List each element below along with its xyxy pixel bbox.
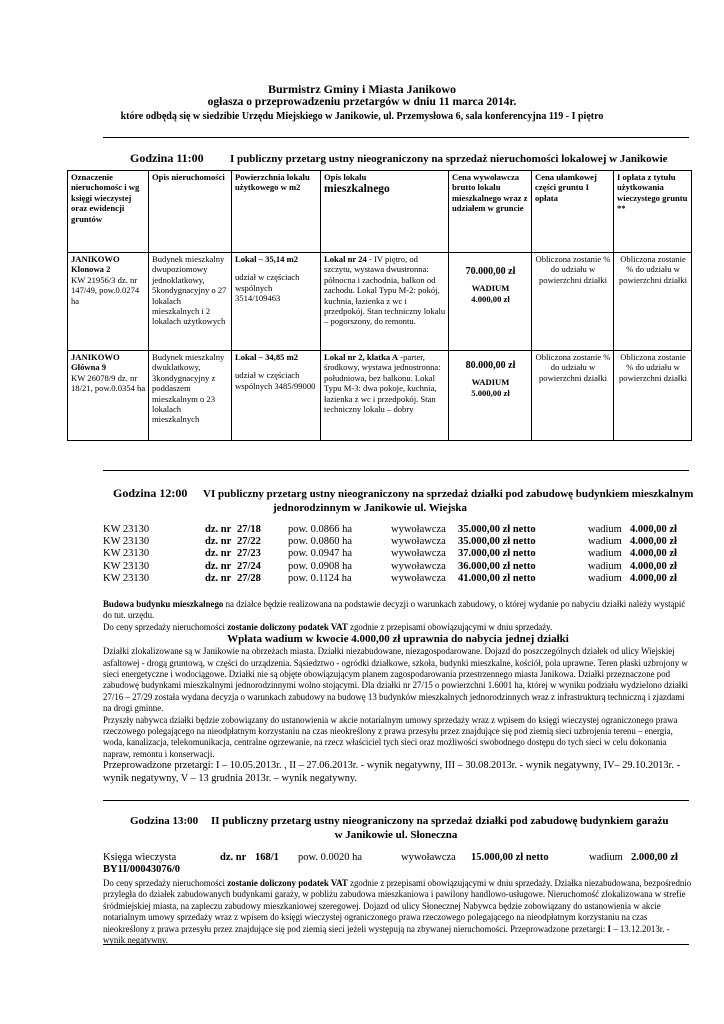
divider-4 xyxy=(103,944,689,945)
plot-price-label: wywoławcza xyxy=(391,524,446,535)
cell-designation-rest: KW 26078/9 dz. nr 18/21, pow.0.0354 ha xyxy=(71,372,146,394)
plot-dz: 27/22 xyxy=(237,536,261,547)
cell-designation-title: JANIKOWO Główna 9 xyxy=(71,352,120,373)
plots-description: Działki zlokalizowane są w Janikowie na obrzeżach miasta. Działki niezabudowane, niezagospodarowane. Dojazd do poszczególnych działek od ulicy Wiejskiej asfaltowej - drogą gruntową, w części do urządzenia. Sąsiedztwo - ogródki działkowe, szkoła, budynki mieszkalne, kościół, pola uprawne. Teren płaski uzbrojony w sieci energetyczne i wodociągowe. Działki nie są objęte obowiązującym planem zagospodarowania przestrzennego miasta Janikowa. Działki przeznaczone pod zabudowę budynkami mieszkalnymi jednorodzinnymi wolno stojącymi. Dla działki nr 27/15 o powierzchni 1.6001 ha, której w wyniku podziału wydzielono działki 27/16 – 27/29 została wydana decyzja o warunkach zabudowy na budowę 13 budynków mieszkalnych jednorodzinnych wraz z infrastrukturą techniczną i zjazdami na drogi gminne. xyxy=(103,646,689,714)
vat-note xyxy=(103,622,693,633)
plot-price-label: wywoławcza xyxy=(391,561,446,572)
section3-title-line2: w Janikowie ul. Słoneczna xyxy=(334,829,458,841)
section3-description xyxy=(103,878,693,946)
plot-deposit: 4.000,00 zł xyxy=(630,524,677,535)
cell-flat-rest: - IV piętro, od szczytu, wystawa dwustronna: północna i zachodnia, balkon od zachodu. Lokal Typu M-2: pokój, kuchnia, łazienka z wc i przedpokój. Stan techniczny lokalu – pogorszony, do remontu. xyxy=(324,254,446,327)
section1-time xyxy=(130,151,204,166)
vat-note-a: Do ceny sprzedaży nieruchomości xyxy=(103,621,228,632)
cell-area-rest: udział w częściach wspólnych 3514/109463 xyxy=(235,272,300,304)
vat-note-bold: zostanie doliczony podatek VAT xyxy=(227,621,348,632)
col-header-flat-line1: Opis lokalu xyxy=(324,172,367,182)
col-header-land-price: Cena ułamkowej części gruntu I opłata xyxy=(532,171,614,253)
plot-dz: 27/24 xyxy=(237,561,261,572)
plot-area: pow. 0.0866 ha xyxy=(288,524,353,535)
cell-price-value: 70.000,00 zł xyxy=(465,266,516,277)
section2-body xyxy=(103,599,693,785)
section3-dz-label: dz. nr xyxy=(220,852,247,863)
list-item xyxy=(103,573,693,586)
plot-kw: KW 23130 xyxy=(103,573,150,584)
section3-deposit: 2.000,00 zł xyxy=(631,852,678,863)
section3-desc-bold: zostanie doliczony podatek VAT xyxy=(227,878,348,888)
cell-designation xyxy=(68,253,149,351)
property-table xyxy=(67,170,692,441)
prior-auctions-text: I – 10.05.2013r. , II – 27.06.2013r. - wynik negatywny, III – 30.08.2013r. - wynik negatywny, IV– 29.10.2013r. - wynik negatywny, V – 13 grudnia 2013r. – wynik negatywny. xyxy=(103,760,680,784)
col-header-price: Cena wywoławcza brutto lokalu mieszkalnego wraz z udziałem w gruncie xyxy=(449,171,532,253)
wadium-heading: Wpłata wadium w kwocie 4.000,00 zł uprawnia do nabycia jednej działki xyxy=(227,633,569,646)
cell-price xyxy=(449,351,532,441)
table-header-row xyxy=(68,171,692,253)
cell-deposit-label: WADIUM xyxy=(471,377,510,388)
cell-designation-title: JANIKOWO Klonowa 2 xyxy=(71,254,120,275)
cell-deposit-value: 5.000,00 zł xyxy=(471,387,510,398)
plot-dz-label: dz. nr xyxy=(205,548,232,559)
plot-price: 37.000,00 zł netto xyxy=(458,548,536,559)
plot-area: pow. 0.0860 ha xyxy=(288,536,353,547)
plot-dz-label: dz. nr xyxy=(205,524,232,535)
cell-land-price: Obliczona zostanie % do udziału w powierzchni działki xyxy=(532,253,614,351)
section1-title: I publiczny przetarg ustny nieograniczony na sprzedaż nieruchomości lokalowej w Janikowie xyxy=(230,153,668,165)
plot-area: pow. 0.0908 ha xyxy=(288,561,353,572)
divider-3 xyxy=(103,800,689,801)
easement-note: Przyszły nabywca działki będzie zobowiązany do ustanowienia w akcie notarialnym umowy sprzedaży wraz z wpisem do księgi wieczystej ograniczonego prawa rzeczowego polegającego na nieodpłatnym korzystaniu na czas nieokreślony z prawa przesyłu przez znajdujące się pod ziemią sieci uzbrojenia terenu – energia, woda, kanalizacja, telekomunikacja, centralne ogrzewanie, na rzecz właściciel tych sieci oraz możliwości swobodnego dostępu do tych sieci w celu dokonania napraw, remontu i konserwacji. xyxy=(103,714,678,759)
table-row xyxy=(68,253,692,351)
section2-title-line1: VI publiczny przetarg ustny nieograniczony na sprzedaż działki pod zabudowę budynkiem mieszkalnym xyxy=(203,488,694,500)
section3-time: Godzina 13:00 xyxy=(130,815,199,827)
table-row xyxy=(68,351,692,441)
section2-title-line2: jednorodzinnym w Janikowie ul. Wiejska xyxy=(272,502,468,514)
section3-desc-c: I xyxy=(607,923,611,934)
plot-deposit-label: wadium xyxy=(588,536,622,547)
plot-price: 35.000,00 zł netto xyxy=(458,524,536,535)
header-line-3: które odbędą się w siedzibie Urzędu Miejskiego w Janikowie, ul. Przemysłowa 6, sala konferencyjna 119 - I piętro xyxy=(120,111,604,122)
plot-dz-label: dz. nr xyxy=(205,536,232,547)
col-header-flat xyxy=(321,171,449,253)
section3-kw-label: Księga wieczysta xyxy=(103,852,177,863)
section3-desc-d: – 13.12.2013r. - wynik negatywny. xyxy=(103,923,670,946)
section3-price-label: wywoławcza xyxy=(401,852,456,863)
col-header-designation: Oznaczenie nieruchomośc i wg księgi wieczystej oraz ewidencji gruntów xyxy=(68,171,149,253)
plot-dz: 27/28 xyxy=(237,573,261,584)
header-line-2: ogłasza o przeprowadzeniu przetargów w dniu 11 marca 2014r. xyxy=(207,96,517,108)
plot-kw: KW 23130 xyxy=(103,536,150,547)
section1-time-text: Godzina 11:00 xyxy=(130,151,204,165)
plot-kw: KW 23130 xyxy=(103,561,150,572)
cell-deposit-label: WADIUM xyxy=(471,283,510,294)
section3-area: pow. 0.0020 ha xyxy=(298,852,363,863)
cell-fee: Obliczona zostanie % do udziału w powierzchni działki xyxy=(614,351,692,441)
col-header-flat-line2: mieszkalnego xyxy=(324,183,390,196)
plot-deposit-label: wadium xyxy=(588,573,622,584)
section3-body xyxy=(103,878,693,946)
section3-title-line1: II publiczny przetarg ustny nieograniczony na sprzedaż działki pod zabudowę budynkiem garażu xyxy=(211,815,669,827)
section3-deposit-label: wadium xyxy=(589,852,623,863)
plot-deposit: 4.000,00 zł xyxy=(630,548,677,559)
plot-deposit: 4.000,00 zł xyxy=(630,561,677,572)
cell-designation-rest: KW 21956/3 dz. nr 147/49, pow.0.0274 ha xyxy=(71,274,140,306)
cell-flat xyxy=(321,351,449,441)
cell-designation xyxy=(68,351,149,441)
plot-price-label: wywoławcza xyxy=(391,573,446,584)
vat-note-b: zgodnie z przepisami obowiązującymi w dniu sprzedaży. xyxy=(347,621,553,632)
building-note-bold: Budowa budynku mieszkalnego xyxy=(103,599,224,609)
plot-dz-label: dz. nr xyxy=(205,573,232,584)
cell-flat-title: Lokal nr 2, klatka A xyxy=(324,352,399,362)
section3-desc-b: zgodnie z przepisami obowiązującymi w dniu sprzedaży. Działka niezabudowana, bezpośrednio przyległa do działek zabudowanych budynkami garaży, w pobliżu zabudowa mieszkaniowa i pawilony handlowo-usługowe. Nieruchomość zlokalizowana w strefie śródmiejskiej miasta, na zapleczu zabudowy mieszkaniowej szeregowej. Dojazd od ulicy Słonecznej Nabywca będzie zobowiązany do ustanowienia w akcie notarialnym umowy sprzedaży wraz z wpisem do księgi wieczystej ograniczonego prawa rzeczowego polegającego na nieodpłatnym korzystaniu na czas nieokreślony z prawa przesyłu przez znajdujące się pod ziemią sieci jeżeli występują na zbywanej nieruchomości. Przeprowadzone przetargi: xyxy=(103,878,692,934)
plot-deposit: 4.000,00 zł xyxy=(630,573,677,584)
cell-deposit-value: 4.000,00 zł xyxy=(471,293,510,304)
cell-fee: Obliczona zostanie % do udziału w powierzchni działki xyxy=(614,253,692,351)
plot-deposit-label: wadium xyxy=(588,524,622,535)
plot-area: pow. 0.1124 ha xyxy=(288,573,352,584)
section3-kw-number: BY1I/00043076/0 xyxy=(103,864,181,875)
cell-area-rest: udział w częściach wspólnych 3485/99000 xyxy=(235,370,316,391)
divider-2 xyxy=(103,470,689,471)
col-header-area: Powierzchnia lokalu użytkowego w m2 xyxy=(232,171,321,253)
cell-description: Budynek mieszkalny dwupoziomowy jednoklatkowy, 5kondygnacyjny o 27 lokalach mieszkalnych i 2 lokalach użytkowych xyxy=(149,253,232,351)
list-item xyxy=(103,548,693,561)
plot-price: 41.000,00 zł netto xyxy=(458,573,536,584)
plot-kw: KW 23130 xyxy=(103,524,150,535)
building-note-text: na działce będzie realizowana na podstawie decyzji o warunkach zabudowy, o której wydanie po nabyciu działki należy wystąpić do tut. urzędu. xyxy=(103,599,686,621)
prior-auctions xyxy=(103,760,693,785)
section2-time: Godzina 12:00 xyxy=(113,486,188,500)
cell-description: Budynek mieszkalny dwuklatkowy, 3kondygnacyjny z poddaszem mieszkalnym o 23 lokalach mieszkalnych xyxy=(149,351,232,441)
plot-deposit-label: wadium xyxy=(588,548,622,559)
col-header-fee: I opłata z tytułu użytkowania wieczystego gruntu ** xyxy=(614,171,692,253)
cell-price xyxy=(449,253,532,351)
cell-area xyxy=(232,351,321,441)
plot-price-label: wywoławcza xyxy=(391,548,446,559)
prior-auctions-label: Przeprowadzone przetargi: xyxy=(103,760,214,772)
cell-land-price: Obliczona zostanie % do udziału w powierzchni działki xyxy=(532,351,614,441)
plot-price: 35.000,00 zł netto xyxy=(458,536,536,547)
cell-area-title: Lokal – 35,14 m2 xyxy=(235,254,299,264)
cell-area-title: Lokal – 34,85 m2 xyxy=(235,352,299,362)
cell-flat-title: Lokal nr 24 xyxy=(324,254,367,264)
cell-area xyxy=(232,253,321,351)
section3-price: 15.000,00 zł netto xyxy=(471,852,549,863)
plot-kw: KW 23130 xyxy=(103,548,150,559)
plot-deposit-label: wadium xyxy=(588,561,622,572)
header-line-1: Burmistrz Gminy i Miasta Janikowo xyxy=(268,82,456,96)
plot-area: pow. 0.0947 ha xyxy=(288,548,353,559)
building-note xyxy=(103,599,693,622)
plot-price-label: wywoławcza xyxy=(391,536,446,547)
cell-flat-rest: -parter, środkowy, wystawa jednostronna: południowa, bez balkonu. Lokal Typu M-3: dwa pokoje, kuchnia, łazienka z wc i przedpokój. Stan techniczny lokalu – dobry xyxy=(324,352,441,415)
plot-dz-label: dz. nr xyxy=(205,561,232,572)
section3-desc-a: Do ceny sprzedaży nieruchomości xyxy=(103,878,228,888)
cell-price-value: 80.000,00 zł xyxy=(465,360,516,371)
section3-dz: 168/1 xyxy=(255,852,279,863)
divider-1 xyxy=(103,137,689,138)
plot-price: 36.000,00 zł netto xyxy=(458,561,536,572)
col-header-description: Opis nieruchomości xyxy=(149,171,232,253)
cell-flat xyxy=(321,253,449,351)
plot-dz: 27/18 xyxy=(237,524,261,535)
plot-dz: 27/23 xyxy=(237,548,261,559)
plot-deposit: 4.000,00 zł xyxy=(630,536,677,547)
